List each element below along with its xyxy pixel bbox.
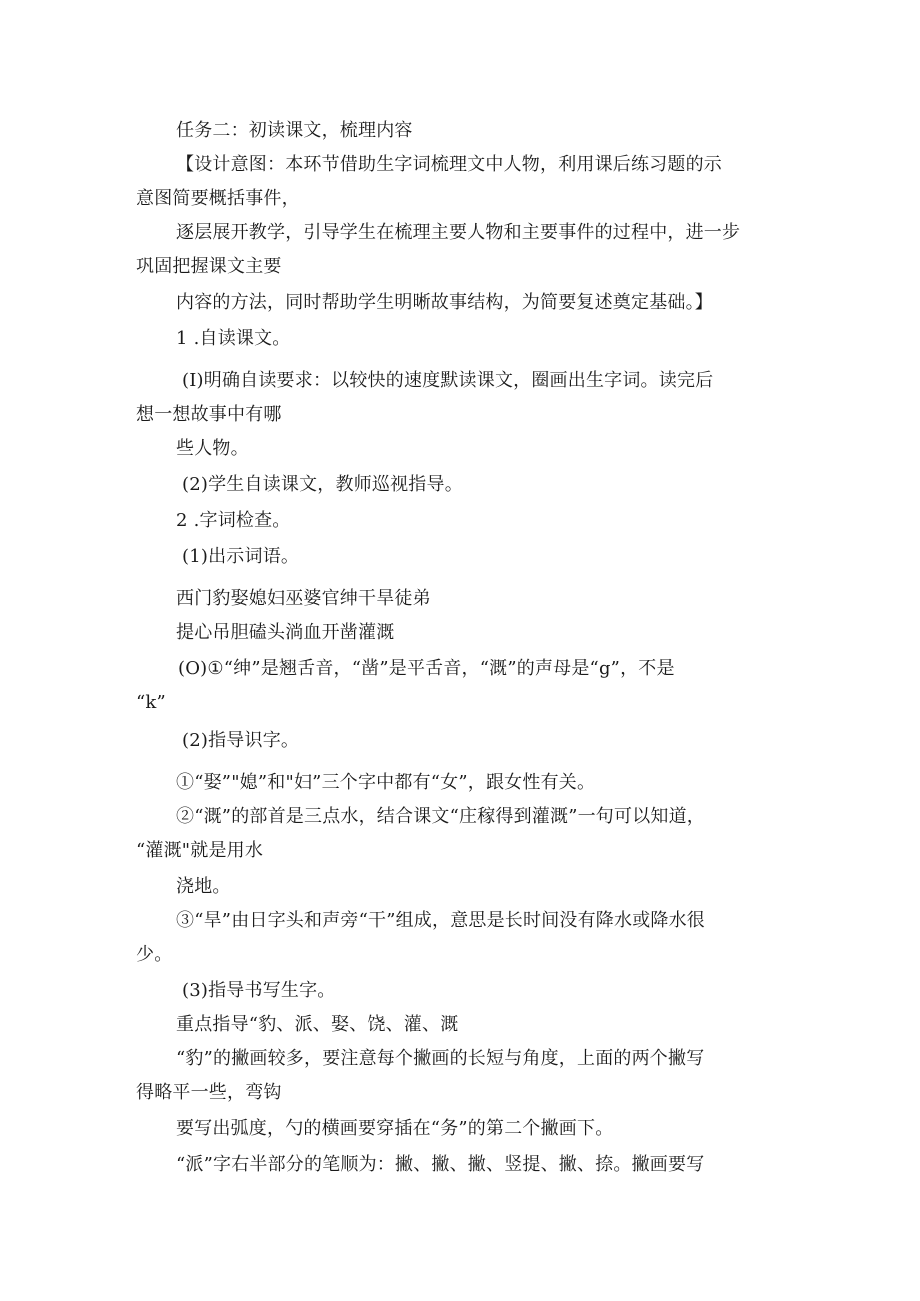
- body-line: ③“旱”由日字头和声旁“干”组成，意思是长时间没有降水或降水很: [176, 910, 706, 931]
- design-intent-line: 巩固把握课文主要: [136, 256, 282, 277]
- body-line: 些人物。: [176, 438, 249, 459]
- body-line: (2)指导识字。: [182, 730, 300, 751]
- body-line: 要写出弧度，勺的横画要穿插在“务”的第二个撇画下。: [176, 1118, 614, 1139]
- design-intent-line: 【设计意图：本环节借助生字词梳理文中人物，利用课后练习题的示: [176, 154, 722, 175]
- body-line: “灌溉"就是用水: [136, 840, 264, 861]
- task-heading: 任务二：初读课文，梳理内容: [176, 120, 413, 141]
- body-line: 想一想故事中有哪: [136, 404, 282, 425]
- body-line: (3)指导书写生字。: [182, 980, 336, 1001]
- step-heading: 2 .字词检查。: [176, 510, 291, 531]
- body-line: (2)学生自读课文，教师巡视指导。: [182, 474, 463, 495]
- body-line: (1)出示词语。: [182, 546, 300, 567]
- design-intent-line: 逐层展开教学，引导学生在梳理主要人物和主要事件的过程中，进一步: [176, 222, 741, 243]
- vocabulary-line: 提心吊胆磕头淌血开凿灌溉: [176, 622, 395, 643]
- body-line: ①“娶”"媳”和"妇”三个字中都有“女”，跟女性有关。: [176, 772, 596, 793]
- body-line: “k”: [136, 692, 166, 713]
- step-heading: 1 .自读课文。: [176, 328, 291, 349]
- body-line: “豹”的撇画较多，要注意每个撇画的长短与角度，上面的两个撇写: [176, 1048, 705, 1069]
- body-line: 浇地。: [176, 876, 231, 897]
- body-line: (I)明确自读要求：以较快的速度默读课文，圈画出生字词。读完后: [182, 370, 714, 391]
- body-line: 得略平一些，弯钩: [136, 1082, 282, 1103]
- vocabulary-line: 西门豹娶媳妇巫婆官绅干旱徒弟: [176, 588, 431, 609]
- body-line: (O)①“绅”是翘舌音，“凿”是平舌音，“溉”的声母是“g”，不是: [178, 658, 675, 679]
- body-line: 少。: [136, 944, 173, 965]
- design-intent-line: 内容的方法，同时帮助学生明晰故事结构，为简要复述奠定基础。】: [176, 292, 713, 313]
- body-line: ②“溉”的部首是三点水，结合课文“庄稼得到灌溉”一句可以知道，: [176, 806, 706, 827]
- body-line: 重点指导“豹、派、娶、饶、灌、溉: [176, 1014, 459, 1035]
- design-intent-line: 意图简要概括事件，: [136, 188, 300, 209]
- body-line: “派”字右半部分的笔顺为：撇、撇、撇、竖提、撇、捺。撇画要写: [176, 1154, 705, 1175]
